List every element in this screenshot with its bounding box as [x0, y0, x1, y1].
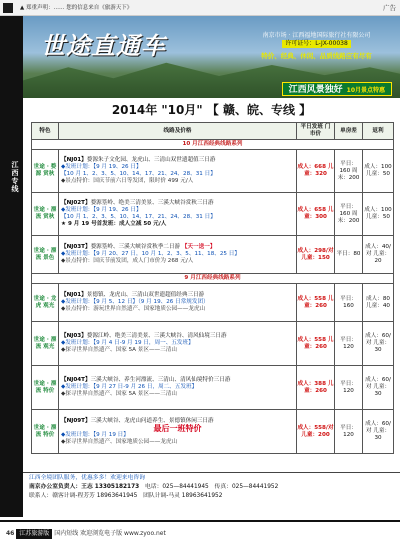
single-cell: 平日：160 [335, 284, 363, 322]
refund-cell: 成人：80 儿童：40 [363, 284, 394, 322]
tour-code: 【NJ04T】 [61, 377, 91, 383]
license-label: 许可证号：L-JX-00038 [282, 40, 351, 48]
tour-plan: ◆发班计划：【9 月 19 日】 [61, 431, 129, 438]
tour-name: 三溪大峡谷、龙虎山问道养生、景德镇休闲三日游 [90, 417, 214, 424]
price-cell: 成人：388 儿童：260 [297, 366, 335, 410]
tour-note: ★ 9 月 19 号首发班：成人立减 50 元/人 [61, 221, 167, 227]
tour-note: ◆探寻世界自然遗产、国家地质公园——龙虎山 [61, 438, 178, 445]
tour-note: ◆景点特价：国庆节前六日等发团，限时价 499 元/人 [61, 178, 194, 184]
single-cell: 平日：120 [335, 366, 363, 410]
notice-text: ▲ 郑重声明：…… 您的信息来自《旅游天下》 [20, 5, 133, 11]
tour-cell [59, 366, 297, 410]
price-cell: 成人：298/对 儿童：150 [297, 236, 335, 274]
table-row [32, 366, 394, 410]
refund-cell: 成人：60/对 儿童：30 [363, 322, 394, 366]
tour-name: 景德镇、龙虎山、三清山双世遗超值经典三日游 [86, 292, 205, 298]
tour-cell [59, 410, 297, 454]
tour-name: 婺源篁岭、绝美三清美景、三溪大峡谷赏秋三日游 [90, 200, 214, 206]
tour-cell [59, 236, 297, 274]
agency-name: 南京市场 · 江西福地国际旅行社有限公司 [262, 32, 371, 39]
header-dep: 平日发班 门市价 [297, 123, 335, 140]
single-cell: 平日：120 [335, 410, 363, 454]
footer-tel: 电话：025—84441945 [144, 484, 209, 490]
price-cell: 成人：558 儿童：260 [297, 322, 335, 366]
contact-footer [23, 472, 400, 517]
table-row [32, 193, 394, 236]
promo-badge [282, 82, 392, 96]
tour-cell [59, 193, 297, 236]
refund-cell: 成人：100 儿童：50 [363, 150, 394, 193]
tour-note: ◆探寻世界自然遗产、国家 5A 景区——三清山 [61, 347, 177, 353]
table-row [32, 236, 394, 274]
refund-cell: 成人：40/对 儿童：20 [363, 236, 394, 274]
tour-note: ◆景点特价：游玩世界自然遗产、国家地质公园——龙虎山 [61, 306, 206, 312]
single-cell: 平日：120 [335, 322, 363, 366]
tour-code: 【NJ01】 [61, 157, 87, 163]
promo-text: 江西风景独好 [288, 85, 343, 95]
ad-label: 广告 [383, 4, 396, 12]
tour-name: 三溪大峡谷、养生河漂流、三清山、清风仙境特价三日游 [90, 377, 231, 383]
feature-cell: 世途 · 漂流 景色 [32, 236, 59, 274]
price-cell: 成人：668 儿童：320 [297, 150, 335, 193]
tour-plan: ◆发班计划：【9 月 5、12 日】（9 月 19、26 日常规发团） [61, 299, 209, 305]
tour-plan: ◆发班计划：【9 月 4 日-9 月 19 日，周一、五发班】 [61, 340, 194, 346]
tour-code: 【NJ03T】 [61, 244, 91, 250]
section-heading: 9 月江西经典线路系列 [32, 274, 394, 284]
tour-code: 【NJ03】 [61, 333, 87, 339]
header-single: 单房差 [335, 123, 363, 140]
tour-note: ◆探寻世界自然遗产、国家 5A 景区——三清山 [61, 391, 177, 397]
header-feature: 特色 [32, 123, 59, 140]
footer-line2: 南京办公室负责人：王志 13305182173 [29, 484, 140, 490]
side-bar [0, 16, 23, 517]
tour-plan: ◆发班计划：【9 月 19、26 日】 [61, 164, 142, 170]
tour-plan-dates: 【10 月 1、2、3、5、10、14、17、21、24、28、31 日】 [61, 171, 216, 177]
itinerary-table [31, 122, 394, 454]
refund-cell: 成人：100 儿童：50 [363, 193, 394, 236]
tour-plan: ◆发班计划：【9 月 20、27 日，10 月 1、2、3、5、11、18、25 日】 [61, 251, 240, 257]
tour-name: 婺源江岭、绝美三清美景、三溪大峡谷、清风仙境三日游 [86, 333, 227, 339]
footer-url: 国内短线 欢迎浏览电子版 www.zyoo.net [54, 530, 166, 537]
refund-cell: 成人：60/对 儿童：30 [363, 366, 394, 410]
page-title: 2014年 "10月" 【 赣、皖、专线 】 [111, 103, 312, 117]
single-cell: 平日：80 [335, 236, 363, 274]
tour-code: 【NJ09T】 [61, 417, 91, 424]
header-itinerary: 线路及价格 [59, 123, 297, 140]
feature-cell: 世途 · 漂流 赏秋 [32, 193, 59, 236]
brand-logo: 世途直通车 [41, 31, 166, 60]
tour-code: 【NJ02T】 [61, 200, 91, 206]
tour-plan-dates: 【10 月 1、2、3、5、10、14、17、21、24、28、31 日】 [61, 214, 216, 220]
tour-spot: 最后一班特价 [153, 423, 202, 433]
feature-cell: 世途 · 婺源 赏秋 [32, 150, 59, 193]
banner [23, 16, 400, 98]
table-row [32, 284, 394, 322]
price-cell: 成人：658 儿童：300 [297, 193, 335, 236]
top-notice-bar [0, 0, 400, 16]
footer-line1: 江西全境团队服务，优惠多多！欢迎来电咨询 [29, 475, 145, 481]
table-row [32, 150, 394, 193]
price-cell: 成人：558/对 儿童：200 [297, 410, 335, 454]
tour-note: ◆景点特价：国庆节前发团，成人门市价为 268 元/人 [61, 258, 194, 264]
feature-cell: 世途 · 漂流 特价 [32, 410, 59, 454]
tour-cell [59, 284, 297, 322]
price-cell: 成人：558 儿童：260 [297, 284, 335, 322]
single-cell: 平日：160 周末：200 [335, 193, 363, 236]
single-cell: 平日：160 周末：200 [335, 150, 363, 193]
refund-cell: 成人：60/对 儿童：30 [363, 410, 394, 454]
header-refund: 返利 [363, 123, 394, 140]
feature-cell: 世途 · 漂流 特价 [32, 366, 59, 410]
feature-cell: 世途 · 龙虎 观光 [32, 284, 59, 322]
tour-cell [59, 150, 297, 193]
magazine-badge: 江苏旅游版 [16, 529, 52, 539]
tour-cell [59, 322, 297, 366]
footer-line3: 联系人：赣客计调-程芳芳 18963641945 [29, 493, 138, 499]
promo-sub: 10月景点特惠 [346, 87, 385, 94]
footer-line4: 团队计调-马灵 18963641952 [143, 493, 223, 499]
page-number: 46 [6, 530, 15, 537]
table-row [32, 322, 394, 366]
features-line: 特价、经典、休闲、品质线路应有尽有 [261, 52, 372, 60]
table-header [32, 123, 394, 140]
footer-fax: 传真：025—84441952 [214, 484, 279, 490]
tour-plan: ◆发班计划：【9 月 27 日-9 月 26 日，周二、五发班】 [61, 384, 198, 390]
side-tab: 江西专线 [11, 161, 19, 193]
agency-info [239, 32, 394, 60]
section-heading: 10 月江西经典线路系列 [32, 140, 394, 150]
tour-name: 婺源朱子文化园、龙虎山、三清山双世遗超值三日游 [86, 157, 216, 163]
corner-mark [3, 3, 13, 13]
table-row [32, 410, 394, 454]
page-footer [0, 520, 400, 543]
tour-plan: ◆发班计划：【9 月 19、26 日】 [61, 207, 142, 213]
tour-name: 婺源篁岭、三溪大峡谷赏秋季二日游 [90, 244, 181, 250]
tour-spot: 【天一送一】 [181, 244, 216, 250]
feature-cell: 世途 · 漂流 观光 [32, 322, 59, 366]
tour-code: 【NJ01】 [61, 292, 87, 298]
